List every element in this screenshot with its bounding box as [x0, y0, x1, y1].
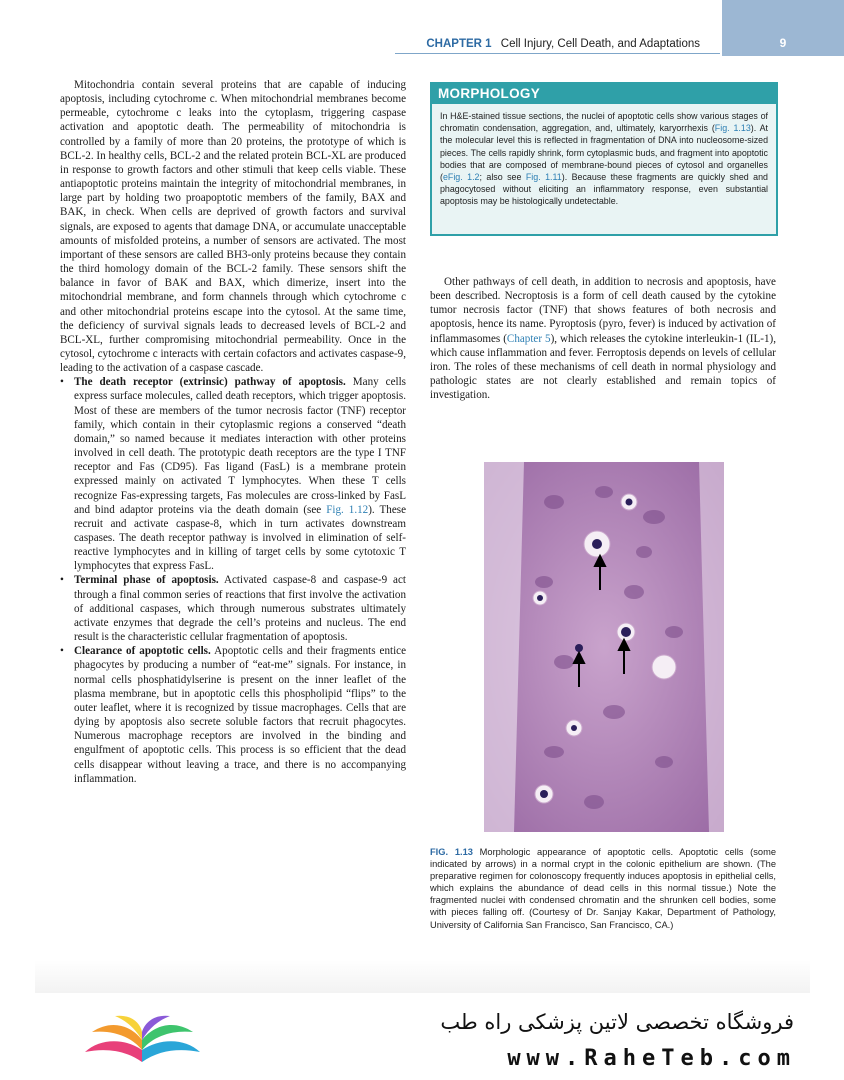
chapter-title: Cell Injury, Cell Death, and Adaptations: [500, 38, 700, 50]
other-pathways-paragraph: [430, 275, 776, 402]
header-rule: [395, 53, 720, 54]
page-header: [0, 0, 844, 56]
bullet-heading: The death receptor (extrinsic) pathway of apoptosis.: [74, 376, 346, 389]
fig-link[interactable]: Fig. 1.11: [525, 172, 562, 183]
figure-caption: [430, 846, 776, 931]
page-number-tab: [722, 0, 844, 56]
mitochondria-paragraph: Mitochondria contain several proteins that are capable of inducing apoptosis, including cytochrome c. When mitochondrial membranes become permeable, cytochrome c leaks into the cytoplasm, triggering caspase activation and apoptotic death. The permeability of mitochondria is controlled by a family of more than 20 proteins, the prototype of which is BCL-2. In healthy cells, BCL-2 and the related protein BCL-XL are produced in response to growth factors and other stimuli that keep cells viable. These antiapoptotic proteins maintain the integrity of mitochondrial membranes, in large part by holding two proapoptotic members of the family, BAX and BAK, in check. When cells are deprived of growth factors and survival signals, are exposed to agents that damage DNA, or accumulate unacceptable amounts of misfolded proteins, a number of sensors are activated. The most important of these sensors are called BH3-only proteins because they contain the third homology domain of the BCL-2 family. These sensors shift the balance in favor of BAK and BAX, which dimerize, insert into the mitochondrial membrane, and form channels through which cytochrome c and other mitochondrial proteins escape into the cytosol. At the same time, the deficiency of survival signals leads to decreased levels of BCL-2 and BCL-XL, further compromising mitochondrial permeability. Once in the cytosol, cytochrome c interacts with certain cofactors and activates caspase-9, leading to the activation of a caspase cascade.: [60, 79, 406, 375]
bullet-dot: •: [60, 376, 64, 389]
efig-link[interactable]: eFig. 1.2: [442, 172, 480, 183]
footer-url[interactable]: www.RaheTeb.com: [507, 1046, 796, 1071]
footer-store-name: فروشگاه تخصصی لاتین پزشکی راه طب: [440, 1010, 794, 1034]
morph-text-4: ). Because these fragments are quickly shed and phagocytosed without eliciting an inflammatory response, even substantial apoptosis may be histologically undetectable.: [440, 172, 768, 207]
bullet-text: Many cells express surface molecules, called death receptors, which trigger apoptosis. Most of these are members of the tumor necrosis factor (TNF) receptor family, which contain in their cytoplasmic regions a conserved “death domain,” so named because it mediates interaction with other proteins involved in cell death. The prototypic death receptors are the type I TNF receptor and Fas (CD95). Fas ligand (FasL) is a membrane protein expressed mainly on activated T lymphocytes. When these T cells recognize Fas-expressing targets, Fas molecules are cross-linked by FasL and bind adaptor proteins via the death domain (see: [74, 376, 406, 516]
micrograph-figure: [484, 462, 724, 832]
running-head: [426, 38, 700, 50]
page-number: 9: [779, 36, 787, 50]
bullet-terminal-phase: [60, 573, 406, 644]
morphology-text: [432, 104, 776, 214]
bullet-heading: Clearance of apoptotic cells.: [74, 645, 211, 658]
left-column: [60, 78, 406, 786]
morph-text-3: ; also see: [479, 172, 526, 183]
bullet-clearance: [60, 644, 406, 786]
bullet-death-receptor: [60, 375, 406, 573]
morphology-box: [430, 82, 778, 236]
bullet-heading: Terminal phase of apoptosis.: [74, 574, 219, 587]
morph-text-2: ). At the molecular level this is reflected in fragmentation of DNA into nucleosome-sized pieces. The cells rapidly shrink, form cytoplasmic buds, and fragment into apoptotic bodies that are composed of membrane-bound pieces of cytosol and organelles (: [440, 123, 768, 183]
bullet-dot: •: [60, 574, 64, 587]
right-column: [430, 275, 776, 402]
paragraph-text: Other pathways of cell death, in addition to necrosis and apoptosis, have been described. Necroptosis is a form of cell death caused by the cytokine tumor necrosis factor (TNF) that shows features of both necrosis and apoptosis, hence its name. Pyroptosis (pyro, fever) is induced by activation of inflammasomes (: [430, 276, 776, 345]
fig-link[interactable]: Fig. 1.13: [714, 123, 751, 134]
chapter-link[interactable]: Chapter 5: [506, 332, 551, 345]
figure-label: FIG. 1.13: [430, 847, 473, 857]
book-logo-icon: [80, 1010, 205, 1070]
morphology-title: MORPHOLOGY: [432, 84, 776, 104]
bullet-dot: •: [60, 645, 64, 658]
bullet-text-after: ). These recruit and activate caspase-8, which in turn activates downstream caspases. The death receptor pathway is involved in elimination of self-reactive lymphocytes and in killing of target cells by some cytotoxic T lymphocytes that express FasL.: [74, 503, 406, 573]
bullet-text: Apoptotic cells and their fragments entice phagocytes by producing a number of “eat-me” signals. For instance, in normal cells phosphatidylserine is present on the inner leaflet of the plasma membrane, but in apoptotic cells this phospholipid “flips” to the outer leaflet, where it is recognized by tissue macrophages. Cells that are dying by apoptosis also secrete soluble factors that recruit phagocytes. Numerous macrophage receptors are involved in the binding and engulfment of apoptotic cells. This process is so efficient that the dead cells disappear without leaving a trace, and there is no accompanying inflammation.: [74, 645, 407, 785]
caption-text: Morphologic appearance of apoptotic cells. Apoptotic cells (some indicated by arrows) in a normal crypt in the colonic epithelium are shown. (The preparative regimen for colonoscopy frequently induces apoptosis in epithelial cells, which explains the abundance of dead cells in this normal tissue.) Note the fragmented nuclei with condensed chromatin and the shrunken cell bodies, some with pieces falling off. (Courtesy of Dr. Sanjay Kakar, Department of Pathology, University of California San Francisco, San Francisco, CA.): [430, 847, 776, 930]
bullet-text: Activated caspase-8 and caspase-9 act through a final common series of reactions that first involve the activation of additional caspases, which through numerous substrates ultimately activate enzymes that degrade the cell’s proteins and nucleus. The end result is the characteristic cellular fragmentation of apoptosis.: [74, 574, 406, 644]
chapter-label: CHAPTER 1: [426, 38, 492, 50]
micrograph-image: [484, 462, 724, 832]
fig-link[interactable]: Fig. 1.12: [326, 503, 369, 516]
morph-text-1: In H&E-stained tissue sections, the nuclei of apoptotic cells show various stages of chromatin condensation, aggregation, and, ultimately, karyorrhexis (: [440, 111, 768, 134]
footer-fade: [35, 960, 810, 995]
paragraph-text-after: ), which releases the cytokine interleukin-1 (IL-1), which cause inflammation and fever. Ferroptosis depends on levels of cellular iron. The roles of these mechanisms of cell death in normal physiology and pathologic states are not clearly established and remain topics of investigation.: [430, 332, 776, 402]
